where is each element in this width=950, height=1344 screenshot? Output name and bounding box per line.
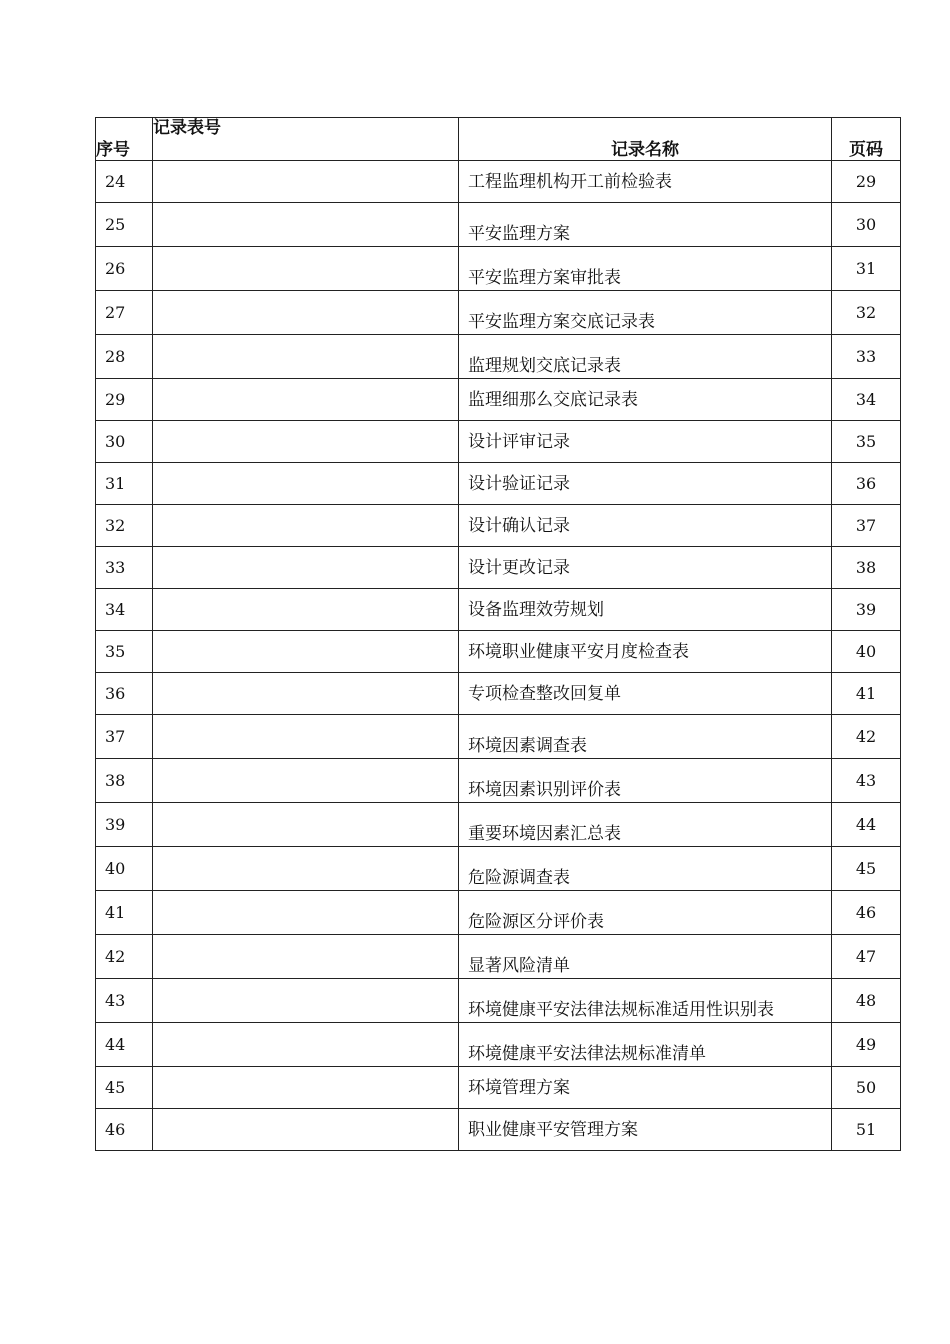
cell-record-code [153, 715, 459, 759]
cell-record-code [153, 335, 459, 379]
cell-record-code [153, 421, 459, 463]
cell-record-name: 平安监理方案交底记录表 [459, 291, 832, 335]
table-body [96, 161, 901, 1151]
table-row [96, 463, 901, 505]
cell-serial-number: 37 [96, 715, 153, 759]
cell-page-number: 38 [832, 547, 901, 589]
cell-page-number: 40 [832, 631, 901, 673]
table-row [96, 505, 901, 547]
table-row [96, 291, 901, 335]
cell-page-number: 35 [832, 421, 901, 463]
cell-serial-number: 43 [96, 979, 153, 1023]
cell-record-code [153, 1023, 459, 1067]
cell-record-code [153, 847, 459, 891]
cell-record-name: 环境健康平安法律法规标准适用性识别表 [459, 979, 832, 1023]
table-row [96, 247, 901, 291]
cell-page-number: 51 [832, 1109, 901, 1151]
table-row [96, 335, 901, 379]
cell-serial-number: 35 [96, 631, 153, 673]
cell-serial-number: 28 [96, 335, 153, 379]
cell-record-code [153, 379, 459, 421]
cell-serial-number: 40 [96, 847, 153, 891]
cell-serial-number: 41 [96, 891, 153, 935]
cell-record-name: 环境因素调查表 [459, 715, 832, 759]
table-row [96, 631, 901, 673]
cell-page-number: 39 [832, 589, 901, 631]
cell-record-name: 设备监理效劳规划 [459, 589, 832, 631]
cell-record-name: 监理细那么交底记录表 [459, 379, 832, 421]
cell-page-number: 46 [832, 891, 901, 935]
table-row [96, 379, 901, 421]
cell-page-number: 47 [832, 935, 901, 979]
table-row [96, 203, 901, 247]
cell-record-code [153, 247, 459, 291]
cell-page-number: 36 [832, 463, 901, 505]
table-header-row [96, 118, 901, 161]
cell-record-code [153, 891, 459, 935]
cell-serial-number: 42 [96, 935, 153, 979]
cell-record-code [153, 759, 459, 803]
cell-record-code [153, 1067, 459, 1109]
cell-record-code [153, 505, 459, 547]
cell-page-number: 43 [832, 759, 901, 803]
table-row [96, 1023, 901, 1067]
cell-serial-number: 34 [96, 589, 153, 631]
cell-serial-number: 29 [96, 379, 153, 421]
cell-serial-number: 45 [96, 1067, 153, 1109]
cell-record-name: 平安监理方案审批表 [459, 247, 832, 291]
cell-record-code [153, 803, 459, 847]
cell-page-number: 32 [832, 291, 901, 335]
cell-record-code [153, 547, 459, 589]
cell-page-number: 50 [832, 1067, 901, 1109]
header-page-number: 页码 [832, 118, 901, 161]
cell-record-code [153, 1109, 459, 1151]
cell-record-name: 危险源区分评价表 [459, 891, 832, 935]
table-row [96, 979, 901, 1023]
cell-record-name: 平安监理方案 [459, 203, 832, 247]
cell-serial-number: 31 [96, 463, 153, 505]
cell-record-name: 环境健康平安法律法规标准清单 [459, 1023, 832, 1067]
cell-record-name: 危险源调查表 [459, 847, 832, 891]
cell-page-number: 37 [832, 505, 901, 547]
cell-page-number: 41 [832, 673, 901, 715]
table-row [96, 715, 901, 759]
cell-serial-number: 33 [96, 547, 153, 589]
cell-page-number: 44 [832, 803, 901, 847]
cell-record-code [153, 631, 459, 673]
table-row [96, 589, 901, 631]
cell-page-number: 48 [832, 979, 901, 1023]
cell-serial-number: 36 [96, 673, 153, 715]
table-row [96, 759, 901, 803]
table-row [96, 935, 901, 979]
cell-record-name: 重要环境因素汇总表 [459, 803, 832, 847]
cell-record-name: 工程监理机构开工前检验表 [459, 161, 832, 203]
cell-record-name: 环境管理方案 [459, 1067, 832, 1109]
cell-record-code [153, 673, 459, 715]
cell-record-code [153, 463, 459, 505]
header-record-name: 记录名称 [459, 118, 832, 161]
cell-page-number: 30 [832, 203, 901, 247]
cell-serial-number: 26 [96, 247, 153, 291]
cell-page-number: 29 [832, 161, 901, 203]
cell-serial-number: 32 [96, 505, 153, 547]
cell-serial-number: 46 [96, 1109, 153, 1151]
table-row [96, 161, 901, 203]
cell-record-code [153, 203, 459, 247]
cell-record-name: 显著风险清单 [459, 935, 832, 979]
cell-serial-number: 25 [96, 203, 153, 247]
cell-page-number: 49 [832, 1023, 901, 1067]
table-row [96, 847, 901, 891]
cell-serial-number: 30 [96, 421, 153, 463]
cell-page-number: 42 [832, 715, 901, 759]
record-index-table [95, 117, 901, 1151]
cell-record-name: 环境因素识别评价表 [459, 759, 832, 803]
table-row [96, 1067, 901, 1109]
cell-serial-number: 24 [96, 161, 153, 203]
cell-record-code [153, 979, 459, 1023]
cell-record-name: 职业健康平安管理方案 [459, 1109, 832, 1151]
table-row [96, 421, 901, 463]
cell-serial-number: 27 [96, 291, 153, 335]
cell-record-code [153, 935, 459, 979]
header-serial-number: 序号 [96, 118, 153, 161]
cell-record-name: 监理规划交底记录表 [459, 335, 832, 379]
table-row [96, 673, 901, 715]
table-row [96, 1109, 901, 1151]
cell-record-name: 设计确认记录 [459, 505, 832, 547]
cell-record-code [153, 589, 459, 631]
cell-serial-number: 38 [96, 759, 153, 803]
cell-serial-number: 44 [96, 1023, 153, 1067]
cell-page-number: 34 [832, 379, 901, 421]
header-record-code: 记录表号 [153, 118, 459, 161]
cell-page-number: 33 [832, 335, 901, 379]
table-row [96, 803, 901, 847]
cell-record-name: 专项检查整改回复单 [459, 673, 832, 715]
cell-record-name: 设计验证记录 [459, 463, 832, 505]
table-row [96, 891, 901, 935]
cell-page-number: 31 [832, 247, 901, 291]
cell-serial-number: 39 [96, 803, 153, 847]
cell-page-number: 45 [832, 847, 901, 891]
cell-record-code [153, 291, 459, 335]
cell-record-name: 设计更改记录 [459, 547, 832, 589]
table-row [96, 547, 901, 589]
cell-record-name: 设计评审记录 [459, 421, 832, 463]
cell-record-name: 环境职业健康平安月度检查表 [459, 631, 832, 673]
cell-record-code [153, 161, 459, 203]
